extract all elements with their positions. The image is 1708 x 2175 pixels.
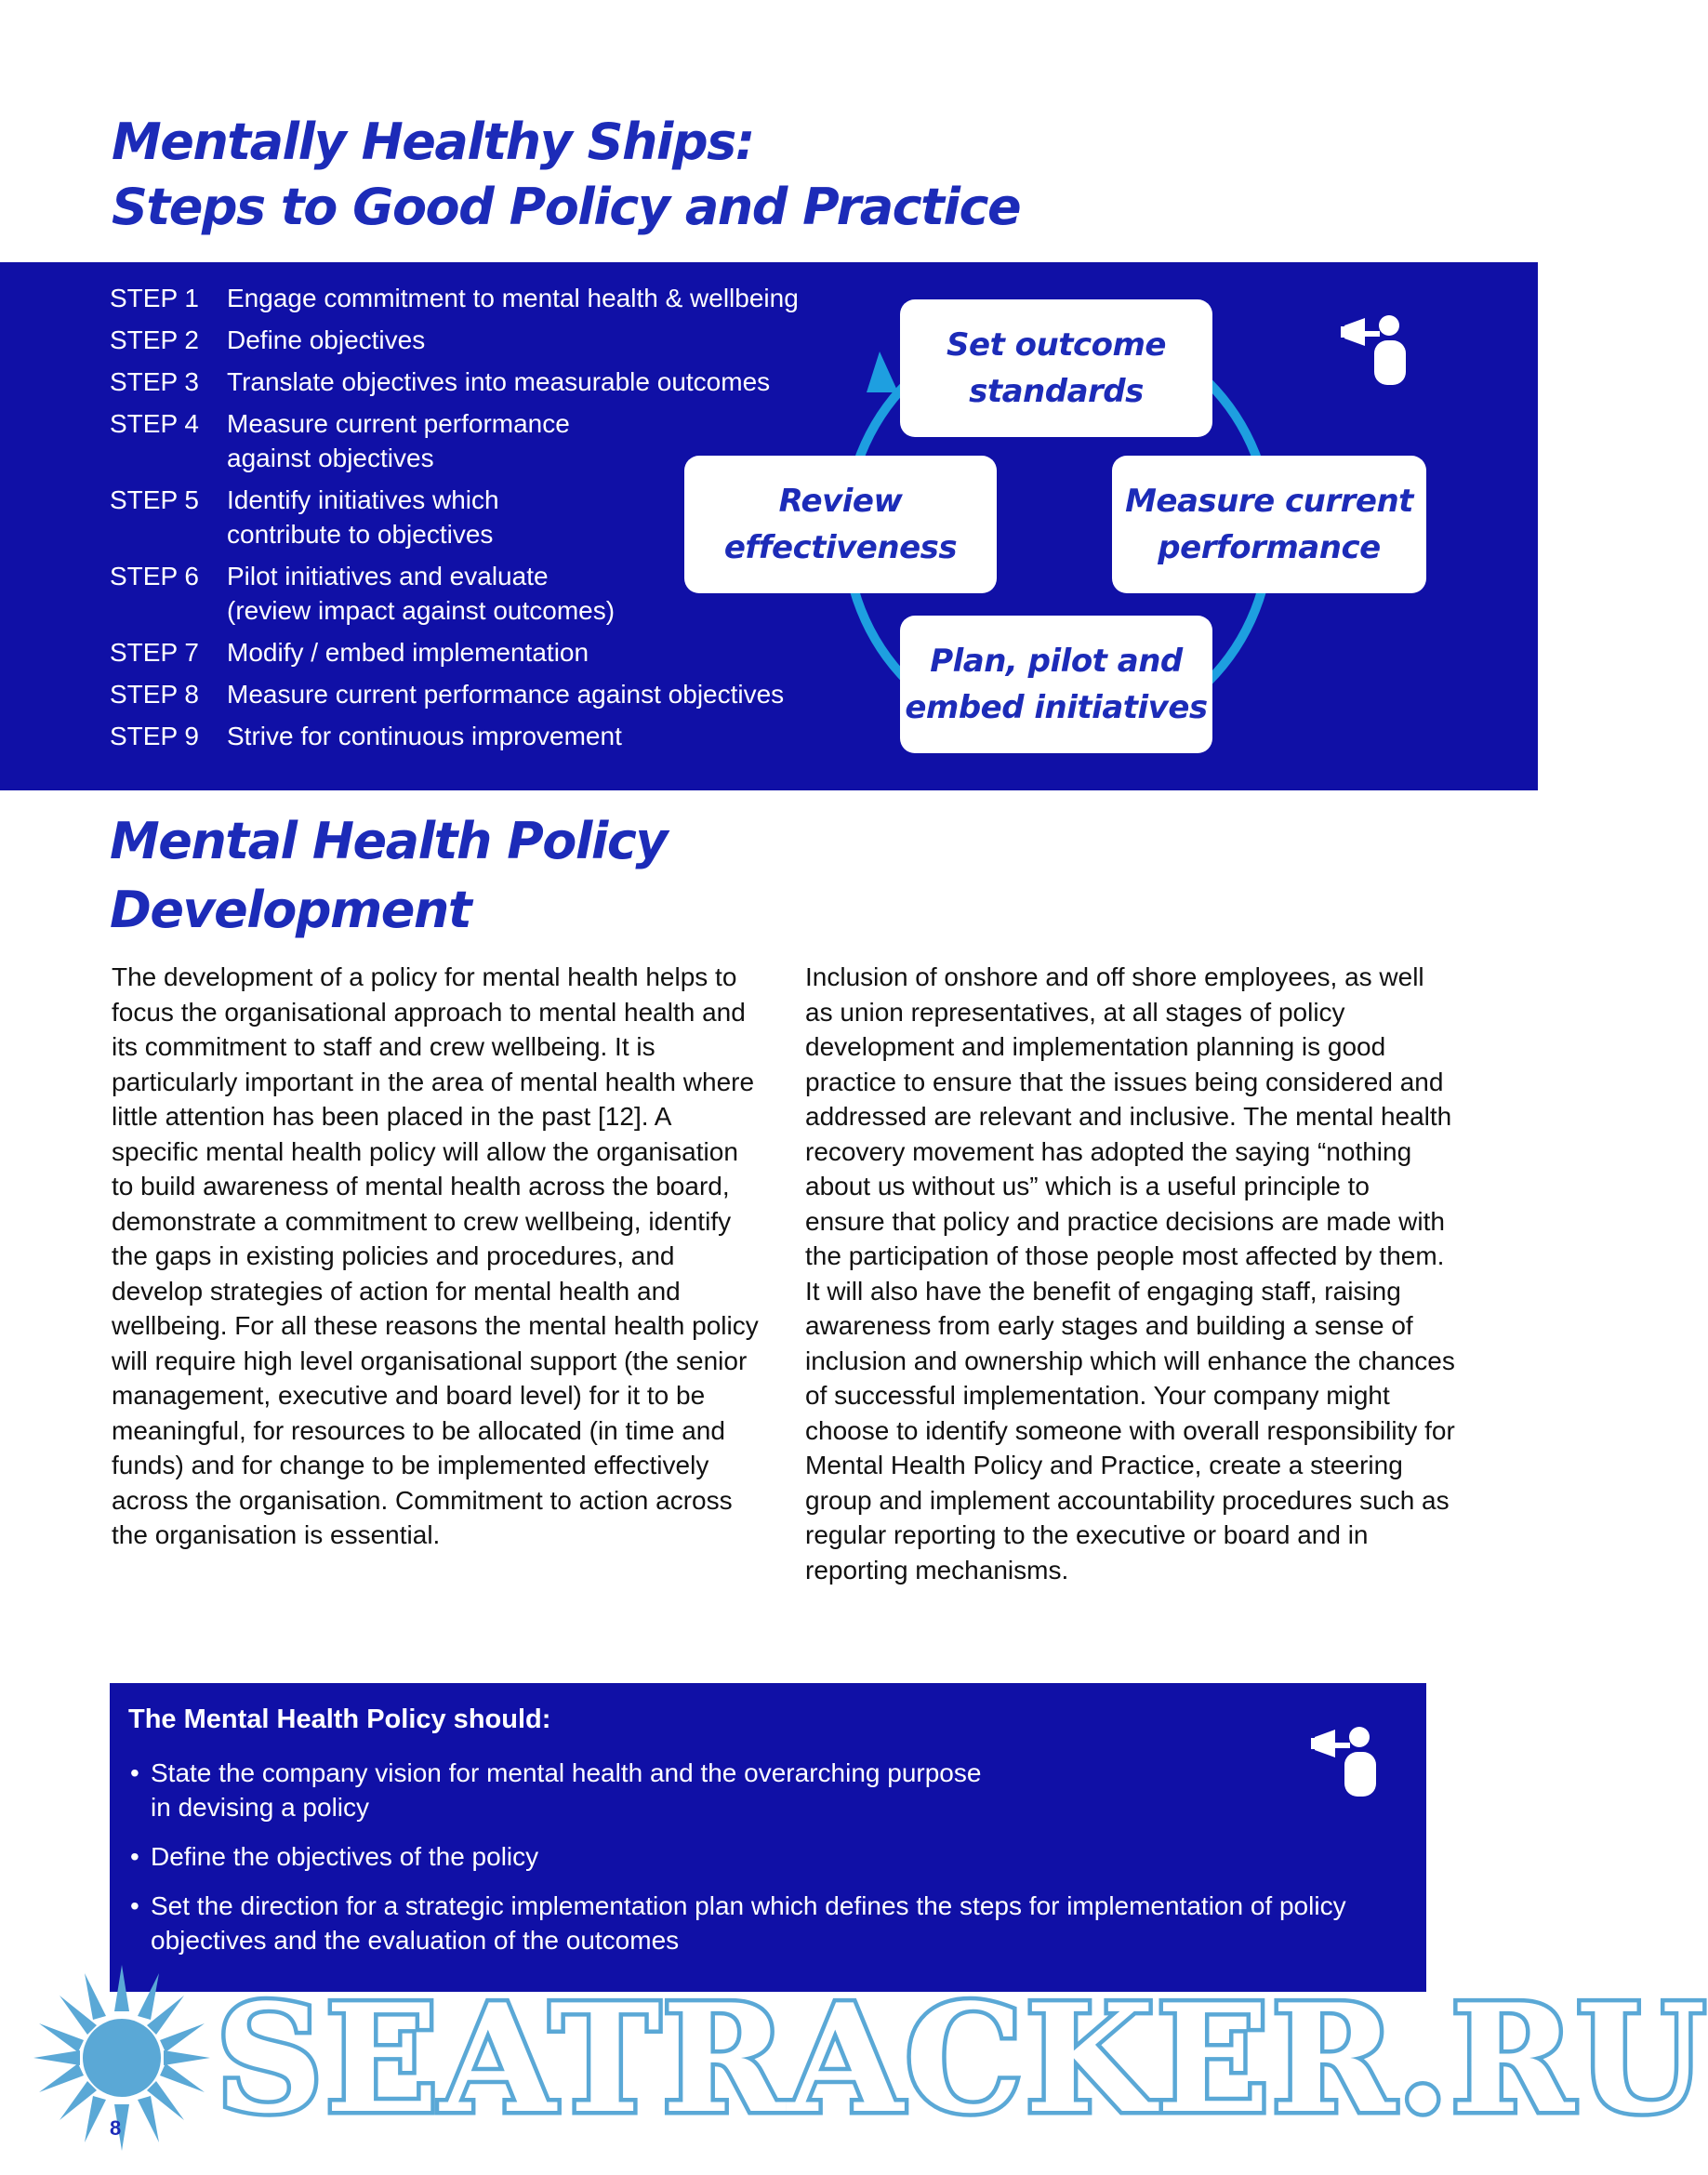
cycle-diagram bbox=[669, 262, 1538, 790]
step-number: STEP 7 bbox=[110, 638, 199, 667]
cycle-box-plan-pilot-embed: Plan, pilot and embed initiatives bbox=[900, 616, 1212, 753]
title-line-1: Mentally Healthy Ships: bbox=[112, 113, 754, 171]
policy-item-text: State the company vision for mental health and the overarching purpose in devising a policy bbox=[151, 1758, 982, 1822]
policy-list-item bbox=[128, 1839, 1393, 1874]
cycle-box-set-outcome-standards: Set outcome standards bbox=[900, 299, 1212, 437]
step-text: Identify initiatives which contribute to objectives bbox=[227, 485, 499, 549]
step-text: Strive for continuous improvement bbox=[227, 722, 622, 750]
body-column-right bbox=[805, 960, 1456, 1587]
step-text: Pilot initiatives and evaluate (review impact against outcomes) bbox=[227, 562, 616, 625]
section-title bbox=[110, 807, 667, 945]
step-text: Measure current performance against objectives bbox=[227, 680, 785, 709]
bullet: • bbox=[130, 1758, 139, 1787]
watermark-text: SEATRACKER.RU bbox=[216, 1971, 1708, 2146]
policy-item-text: Set the direction for a strategic implementation plan which defines the steps for implementation of policy objectives and the evaluation of the outcomes bbox=[151, 1891, 1346, 1955]
step-text: Define objectives bbox=[227, 325, 426, 354]
body-column-left bbox=[112, 960, 762, 1553]
step-number: STEP 1 bbox=[110, 284, 199, 312]
title-line-2: Steps to Good Policy and Practice bbox=[112, 178, 1021, 236]
step-text: Modify / embed implementation bbox=[227, 638, 589, 667]
step-number: STEP 9 bbox=[110, 722, 199, 750]
policy-list bbox=[128, 1756, 1393, 1972]
steps-band bbox=[0, 262, 1538, 790]
bullet: • bbox=[130, 1891, 139, 1920]
section-title-line-2: Development bbox=[110, 881, 471, 939]
bullet: • bbox=[130, 1842, 139, 1871]
step-text: Measure current performance against objectives bbox=[227, 409, 570, 472]
cycle-arrowhead bbox=[867, 351, 898, 392]
step-number: STEP 5 bbox=[110, 485, 199, 514]
sun-logo-icon bbox=[33, 1960, 210, 2155]
megaphone-person-icon bbox=[1339, 309, 1410, 387]
policy-heading: The Mental Health Policy should: bbox=[128, 1704, 551, 1734]
cycle-box-measure-current-performance: Measure current performance bbox=[1112, 456, 1426, 593]
page-title bbox=[112, 110, 1020, 240]
body-paragraph-left: The development of a policy for mental health helps to focus the organisational approach to mental health and its commitment to staff and crew wellbeing. It is particularly important in the area of mental health where little attention has been placed in the past [12]. A specific mental health policy will allow the organisation to build awareness of mental health across the board, demonstrate a commitment to crew wellbeing, identify the gaps in existing policies and procedures, and develop strategies of action for mental health and wellbeing. For all these reasons the mental health policy will require high level organisational support (the senior management, executive and board level) for it to be meaningful, for resources to be allocated (in time and funds) and for change to be implemented effectively across the organisation. Commitment to action across the organisation is essential. bbox=[112, 962, 759, 1549]
policy-box bbox=[110, 1683, 1426, 1992]
section-title-line-1: Mental Health Policy bbox=[110, 812, 668, 870]
step-text: Translate objectives into measurable outcomes bbox=[227, 367, 771, 396]
policy-item-text: Define the objectives of the policy bbox=[151, 1842, 539, 1871]
policy-list-item bbox=[128, 1889, 1393, 1957]
page-number: 8 bbox=[110, 2116, 122, 2140]
step-number: STEP 8 bbox=[110, 680, 199, 709]
body-paragraph-right: Inclusion of onshore and off shore employees, as well as union representatives, at all stages of policy development and implementation planning is good practice to ensure that the issues being considered and addressed are relevant and inclusive. The mental health recovery movement has adopted the saying “nothing about us without us” which is a useful principle to ensure that policy and practice decisions are made with the participation of those people most affected by them. It will also have the benefit of engaging staff, raising awareness from early stages and building a sense of inclusion and ownership which will enhance the chances of successful implementation. Your company might choose to identify someone with overall responsibility for Mental Health Policy and Practice, create a steering group and implement accountability procedures such as regular reporting to the executive or board and in reporting mechanisms. bbox=[805, 962, 1455, 1585]
step-text: Engage commitment to mental health & wellbeing bbox=[227, 284, 799, 312]
policy-list-item bbox=[128, 1756, 1393, 1824]
step-number: STEP 6 bbox=[110, 562, 199, 590]
step-number: STEP 4 bbox=[110, 409, 199, 438]
step-number: STEP 2 bbox=[110, 325, 199, 354]
cycle-box-review-effectiveness: Review effectiveness bbox=[684, 456, 997, 593]
step-number: STEP 3 bbox=[110, 367, 199, 396]
